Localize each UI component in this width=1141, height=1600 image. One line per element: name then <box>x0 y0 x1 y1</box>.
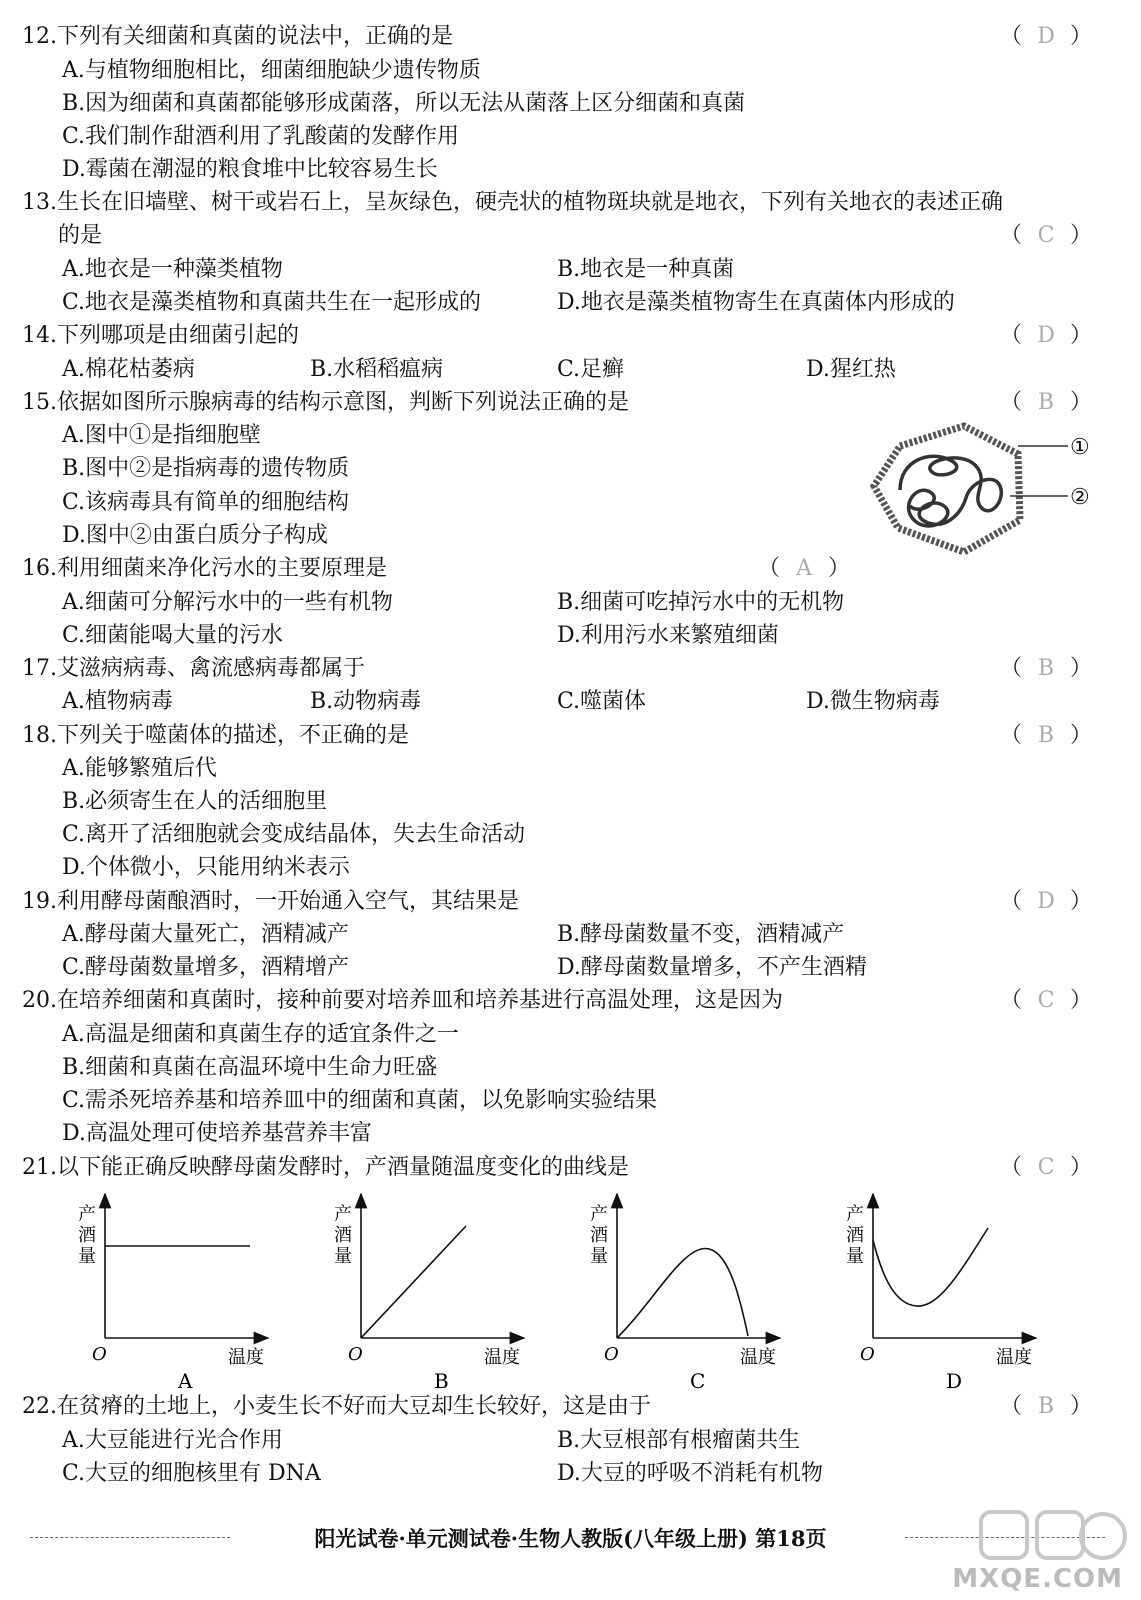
question-20-option-a: A.高温是细菌和真菌生存的适宜条件之一 <box>62 1022 459 1047</box>
graph-a-letter: A <box>178 1369 193 1393</box>
graph-c-ylabel-3: 量 <box>590 1246 608 1267</box>
question-18-answer: （ B ） <box>1000 723 1093 748</box>
graph-d-ylabel-1: 产 <box>846 1204 864 1225</box>
question-22-stem: 22.在贫瘠的土地上，小麦生长不好而大豆却生长较好，这是由于 <box>22 1394 651 1419</box>
graph-a-ylabel-3: 量 <box>78 1246 96 1267</box>
graph-a-origin: O <box>92 1344 107 1365</box>
question-16-option-b: B.细菌可吃掉污水中的无机物 <box>557 590 845 615</box>
graph-b-ylabel-2: 酒 <box>334 1225 352 1246</box>
question-14-stem: 14.下列哪项是由细菌引起的 <box>22 323 299 348</box>
watermark-logo-icon <box>941 1506 1131 1566</box>
question-20-stem: 20.在培养细菌和真菌时，接种前要对培养皿和培养基进行高温处理，这是因为 <box>22 988 783 1013</box>
virus-nucleic-acid-coil <box>900 456 1001 526</box>
graph-d-xlabel: 温度 <box>996 1347 1032 1368</box>
question-18-option-b: B.必须寄生在人的活细胞里 <box>62 789 328 814</box>
footer-text: 阳光试卷·单元测试卷·生物人教版(八年级上册) 第18页 <box>314 1526 827 1551</box>
question-19-option-a: A.酵母菌大量死亡，酒精减产 <box>62 922 349 947</box>
question-19-option-d: D.酵母菌数量增多，不产生酒精 <box>557 955 867 980</box>
question-15-option-c: C.该病毒具有简单的细胞结构 <box>62 490 350 515</box>
question-17-option-d: D.微生物病毒 <box>806 689 940 714</box>
question-16-answer: （ A ） <box>758 556 851 581</box>
question-19-answer: （ D ） <box>1000 889 1093 914</box>
question-13-option-c: C.地衣是藻类植物和真菌共生在一起形成的 <box>62 290 482 315</box>
graph-b-xlabel: 温度 <box>484 1347 520 1368</box>
question-20-option-b: B.细菌和真菌在高温环境中生命力旺盛 <box>62 1055 438 1080</box>
question-18-option-d: D.个体微小，只能用纳米表示 <box>62 855 350 880</box>
graph-d <box>846 1194 1036 1393</box>
graph-b <box>334 1194 524 1393</box>
graph-a-ylabel-1: 产 <box>78 1204 96 1225</box>
question-17-option-b: B.动物病毒 <box>310 689 422 714</box>
question-19-option-c: C.酵母菌数量增多，酒精增产 <box>62 955 350 980</box>
graph-c-ylabel-1: 产 <box>590 1204 608 1225</box>
question-15-answer: （ B ） <box>1000 390 1093 415</box>
question-13-option-a: A.地衣是一种藻类植物 <box>62 257 283 282</box>
question-17-option-a: A.植物病毒 <box>62 689 173 714</box>
graph-b-ylabel-1: 产 <box>334 1204 352 1225</box>
question-17-option-c: C.噬菌体 <box>557 689 647 714</box>
question-12-option-c: C.我们制作甜酒利用了乳酸菌的发酵作用 <box>62 124 460 149</box>
graph-b-curve <box>361 1226 466 1338</box>
question-13-option-d: D.地衣是藻类植物寄生在真菌体内形成的 <box>557 290 955 315</box>
question-18-stem: 18.下列关于噬菌体的描述，不正确的是 <box>22 723 409 748</box>
label-1: ① <box>1070 435 1090 460</box>
question-14-option-a: A.棉花枯萎病 <box>62 357 195 382</box>
graph-d-ylabel-3: 量 <box>846 1246 864 1267</box>
question-13-answer: （ C ） <box>1000 223 1093 248</box>
question-13-stem: 13.生长在旧墙壁、树干或岩石上，呈灰绿色，硬壳状的植物斑块就是地衣，下列有关地衣的表述正确 <box>22 190 1003 215</box>
graph-b-ylabel-3: 量 <box>334 1246 352 1267</box>
question-22-option-c: C.大豆的细胞核里有 DNA <box>62 1461 321 1486</box>
graph-c <box>590 1194 780 1393</box>
watermark-text: MXQE.COM <box>952 1564 1123 1594</box>
question-13-stem-continued: 的是 <box>58 223 103 248</box>
question-22-answer: （ B ） <box>1000 1394 1093 1419</box>
question-14-option-c: C.足癣 <box>557 357 625 382</box>
graph-d-ylabel-2: 酒 <box>846 1225 864 1246</box>
question-14-answer: （ D ） <box>1000 323 1093 348</box>
virus-capsid-outline <box>874 426 1020 552</box>
question-12-answer: （ D ） <box>1000 24 1093 49</box>
question-17-stem: 17.艾滋病病毒、禽流感病毒都属于 <box>22 656 365 681</box>
graph-d-origin: O <box>860 1344 875 1365</box>
question-20-option-c: C.需杀死培养基和培养皿中的细菌和真菌，以免影响实验结果 <box>62 1088 658 1113</box>
graph-d-curve <box>873 1228 988 1306</box>
question-21-stem: 21.以下能正确反映酵母菌发酵时，产酒量随温度变化的曲线是 <box>22 1155 629 1180</box>
question-19-stem: 19.利用酵母菌酿酒时，一开始通入空气，其结果是 <box>22 889 519 914</box>
graph-b-origin: O <box>348 1344 363 1365</box>
question-14-option-d: D.猩红热 <box>806 357 896 382</box>
graph-d-letter: D <box>946 1369 963 1393</box>
question-16-option-c: C.细菌能喝大量的污水 <box>62 623 284 648</box>
graph-c-ylabel-2: 酒 <box>590 1225 608 1246</box>
question-21-answer: （ C ） <box>1000 1155 1093 1180</box>
question-22-option-d: D.大豆的呼吸不消耗有机物 <box>557 1461 823 1486</box>
question-22-option-a: A.大豆能进行光合作用 <box>62 1428 283 1453</box>
question-22-option-b: B.大豆根部有根瘤菌共生 <box>557 1428 801 1453</box>
question-20-answer: （ C ） <box>1000 988 1093 1013</box>
question-16-option-a: A.细菌可分解污水中的一些有机物 <box>62 590 393 615</box>
question-12-stem: 12.下列有关细菌和真菌的说法中，正确的是 <box>22 24 453 49</box>
site-watermark <box>951 1510 1141 1600</box>
graph-c-curve <box>617 1248 748 1338</box>
question-14-option-b: B.水稻稻瘟病 <box>310 357 444 382</box>
question-12-option-b: B.因为细菌和真菌都能够形成菌落，所以无法从菌落上区分细菌和真菌 <box>62 91 746 116</box>
question-15-option-a: A.图中①是指细胞壁 <box>62 423 261 448</box>
question-13-option-b: B.地衣是一种真菌 <box>557 257 735 282</box>
question-15-option-b: B.图中②是指病毒的遗传物质 <box>62 456 350 481</box>
question-18-option-c: C.离开了活细胞就会变成结晶体，失去生命活动 <box>62 822 526 847</box>
question-12-option-a: A.与植物细胞相比，细菌细胞缺少遗传物质 <box>62 58 481 83</box>
temperature-graphs <box>60 1188 1070 1408</box>
graph-c-xlabel: 温度 <box>740 1347 776 1368</box>
question-15-option-d: D.图中②由蛋白质分子构成 <box>62 523 328 548</box>
question-20-option-d: D.高温处理可使培养基营养丰富 <box>62 1121 372 1146</box>
label-2: ② <box>1070 485 1090 510</box>
question-16-stem: 16.利用细菌来净化污水的主要原理是 <box>22 556 387 581</box>
graph-a-ylabel-2: 酒 <box>78 1225 96 1246</box>
question-12-option-d: D.霉菌在潮湿的粮食堆中比较容易生长 <box>62 157 438 182</box>
question-17-answer: （ B ） <box>1000 656 1093 681</box>
question-15-stem: 15.依据如图所示腺病毒的结构示意图，判断下列说法正确的是 <box>22 390 629 415</box>
graph-b-letter: B <box>434 1369 449 1393</box>
adenovirus-diagram <box>860 420 1100 560</box>
graph-a-xlabel: 温度 <box>228 1347 264 1368</box>
question-16-option-d: D.利用污水来繁殖细菌 <box>557 623 779 648</box>
question-18-option-a: A.能够繁殖后代 <box>62 756 217 781</box>
graph-a <box>78 1194 268 1393</box>
graph-c-origin: O <box>604 1344 619 1365</box>
graph-c-letter: C <box>690 1369 706 1393</box>
question-19-option-b: B.酵母菌数量不变，酒精减产 <box>557 922 845 947</box>
